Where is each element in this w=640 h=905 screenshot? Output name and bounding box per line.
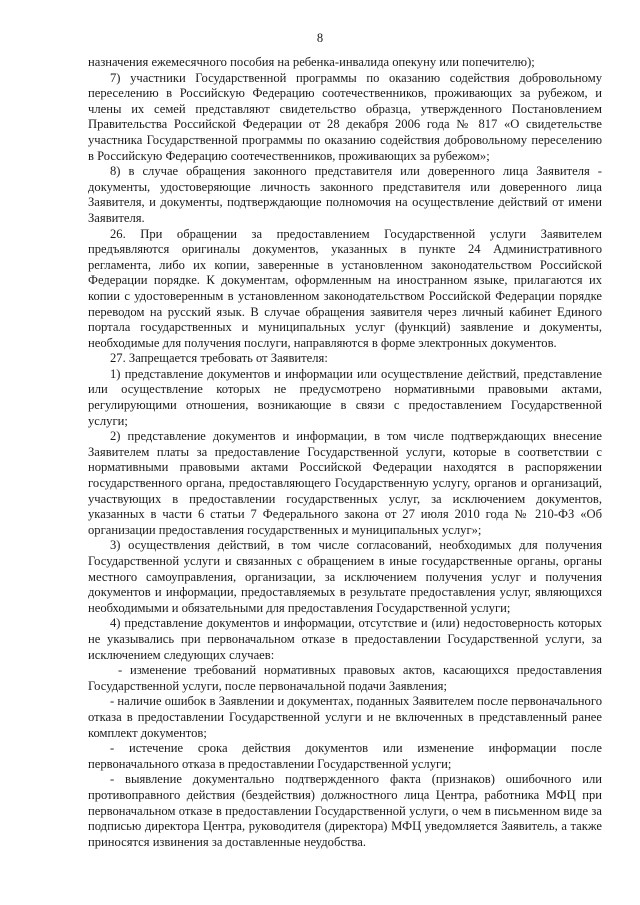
paragraph-exception-1: - изменение требований нормативных правовых актов, касающихся предоставления Государственной услуги, после первоначальной подачи Заявления; <box>88 663 602 693</box>
paragraph-clause-27: 27. Запрещается требовать от Заявителя: <box>110 351 328 366</box>
page-number: 8 <box>316 31 324 45</box>
paragraph-clause-26: 26. При обращении за предоставлением Государственной услуги Заявителем предъявляются оригиналы документов, указанных в пункте 24 Административного регламента, либо их копии, заверенные в установленном законодательством Российской Федерации порядке. К документам, оформленным на иностранном языке, прилагаются их копии с удостоверенным в установленном законодательством Российской Федерации порядке переводом на русский язык. В случае обращения заявителя через личный кабинет Единого портала государственных и муниципальных услуг (функций) заявление и документы, необходимые для получения послуги, направляются в форме электронных документов. <box>88 226 602 350</box>
paragraph-exception-3: - истечение срока действия документов или изменение информации после первоначального отказа в предоставлении Государственной услуги; <box>88 741 602 771</box>
paragraph-item-8: 8) в случае обращения законного представителя или доверенного лица Заявителя - документы, удостоверяющие личность законного представителя или доверенного лица Заявителя, и документы, подтверждающие полномочия на осуществление действий от имени Заявителя. <box>88 164 602 225</box>
paragraph-exception-4: - выявление документально подтвержденного факта (признаков) ошибочного или противоправного действия (бездействия) должностного лица Центра, работника МФЦ при первоначальном отказе в предоставлении Государственной услуги, о чем в письменном виде за подписью директора Центра, руководителя (директора) МФЦ уведомляется Заявитель, а также приносятся извинения за доставленные неудобства. <box>88 772 602 849</box>
paragraph-item-7: 7) участники Государственной программы по оказанию содействия добровольному переселению в Российскую Федерацию соотечественников, проживающих за рубежом, и члены их семей представляют свидетельство образца, утвержденного Постановлением Правительства Российской Федерации от 28 декабря 2006 года № 817 «О свидетельстве участника Государственной программы по оказанию содействия добровольному переселению в Российскую Федерацию соотечественников, проживающих за рубежом»; <box>88 70 602 163</box>
paragraph-prohibition-1: 1) представление документов и информации или осуществление действий, представление или осуществление которых не предусмотрено нормативными правовыми актами, регулирующими отношения, возникающие в связи с предоставлением Государственной услуги; <box>88 366 602 428</box>
document-body <box>88 55 602 850</box>
paragraph-prohibition-3: 3) осуществления действий, в том числе согласований, необходимых для получения Государственной услуги и связанных с обращением в иные государственные органы, органы местного самоуправления, организации, за исключением получения услуг и получения документов и информации, предоставляемых в результате предоставления услуг, являющихся необходимыми и обязательными для предоставления Государственной услуги; <box>88 538 602 615</box>
paragraph-prohibition-4: 4) представление документов и информации, отсутствие и (или) недостоверность которых не указывались при первоначальном отказе в предоставлении Государственной услуги, за исключением следующих случаев: <box>88 616 602 662</box>
paragraph-exception-2: - наличие ошибок в Заявлении и документах, поданных Заявителем после первоначального отказа в предоставлении Государственной услуги и не включенных в представленный ранее комплект документов; <box>88 694 602 740</box>
paragraph-prohibition-2: 2) представление документов и информации, в том числе подтверждающих внесение Заявителем платы за предоставление Государственной услуги, которые в соответствии с нормативными правовыми актами Российской Федерации находятся в распоряжении государственного органа, предоставляющего Государственную услугу, органов и организаций, участвующих в предоставлении государственных услуг, за исключением документов, указанных в части 6 статьи 7 Федерального закона от 27 июля 2010 года № 210-ФЗ «Об организации предоставления государственных и муниципальных услуг»; <box>88 429 602 537</box>
paragraph-continuation: назначения ежемесячного пособия на ребенка-инвалида опекуну или попечителю); <box>88 55 535 69</box>
